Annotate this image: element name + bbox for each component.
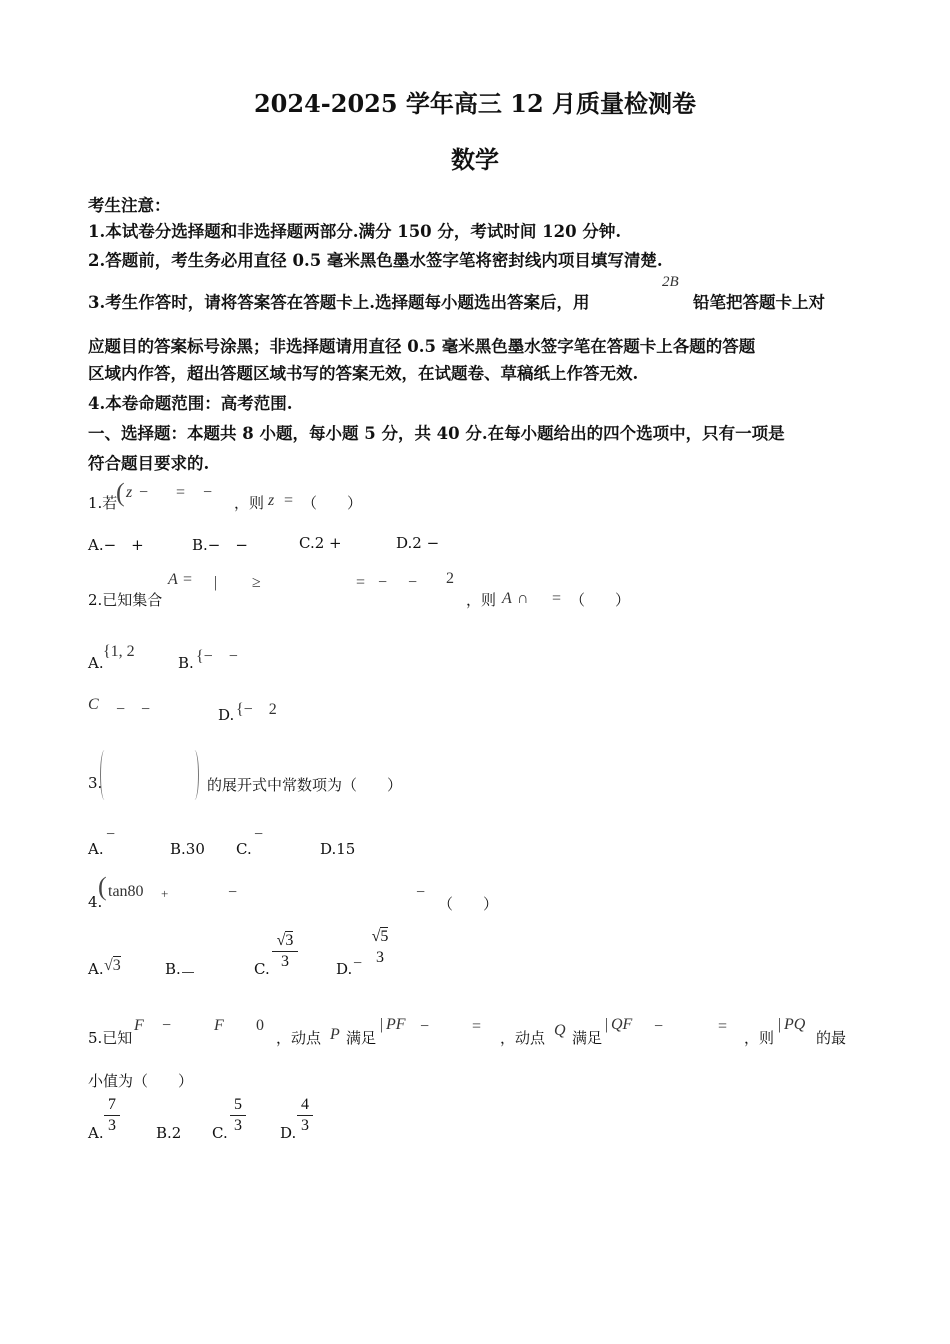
notice-heading: 考生注意： xyxy=(88,196,171,215)
q4-option-d-frac: √5 3 xyxy=(368,928,392,967)
q5-qf: QF xyxy=(611,1016,633,1033)
notice-item-3-cont: 铅笔把答题卡上对 xyxy=(693,293,825,312)
exam-title: 2024-2025 学年高三 12 月质量检测卷 xyxy=(253,89,697,118)
q1-paren: ( xyxy=(116,478,125,507)
q2-option-a: A. xyxy=(88,654,104,672)
q2-bar: | xyxy=(214,574,218,591)
q5-moving-q: ，动点 xyxy=(500,1029,546,1047)
q4-minus-1: − xyxy=(228,884,238,901)
q4-plus: + xyxy=(161,886,169,901)
q2-option-b: B. xyxy=(178,654,194,672)
notice-item-1: 1.本试卷分选择题和非选择题两部分.满分 150 分，考试时间 120 分钟. xyxy=(88,222,622,241)
q5-then: ，则 xyxy=(744,1029,775,1047)
q4-option-d-minus: − xyxy=(353,955,363,972)
q4-option-b-bar xyxy=(182,972,194,973)
q5-zero: 0 xyxy=(256,1017,264,1034)
q4-option-a-sqrt: √3 xyxy=(104,957,121,974)
q5-moving-p: ，动点 xyxy=(276,1029,322,1047)
q4-minus-2: − xyxy=(416,884,426,901)
q4-option-d: D. xyxy=(336,960,353,978)
q1-option-d: D.2 − xyxy=(396,534,440,552)
q1-minus-2: − xyxy=(203,484,213,501)
q5-abs-3: | xyxy=(778,1016,782,1033)
section-line-2: 符合题目要求的. xyxy=(88,454,210,473)
q5-equals-2: = xyxy=(718,1018,728,1035)
notice-item-3: 3.考生作答时，请将答案答在答题卡上.选择题每小题选出答案后，用 xyxy=(88,293,590,312)
q3-prefix: 3. xyxy=(88,774,103,792)
q2-then: ，则 xyxy=(466,591,497,609)
q5-minus-1: − xyxy=(162,1017,172,1034)
q2-equals-3: = xyxy=(552,590,562,607)
q2-minus-1: − xyxy=(378,574,388,591)
q5-option-d: D. xyxy=(280,1124,297,1142)
q5-option-b: B.2 xyxy=(156,1124,182,1142)
q2-cap: ∩ xyxy=(517,590,529,607)
q4-option-a-radicand: 3 xyxy=(112,957,121,974)
q5-option-d-num: 4 xyxy=(301,1096,309,1113)
q4-option-c-num: 3 xyxy=(285,932,294,949)
notice-item-3-line3: 区域内作答，超出答题区域书写的答案无效，在试题卷、草稿纸上作答无效. xyxy=(88,364,639,383)
q1-z: z xyxy=(126,484,133,501)
q3-option-d: D.15 xyxy=(320,840,356,858)
q1-minus: − xyxy=(139,484,149,501)
q5-option-d-frac xyxy=(297,1096,313,1135)
q5-p: P xyxy=(330,1026,340,1043)
q5-option-a-den: 3 xyxy=(108,1117,116,1134)
q1-option-a: A.− + xyxy=(88,536,144,554)
q5-line-2: 小值为（ ） xyxy=(88,1072,194,1090)
q1-z2: z xyxy=(268,492,275,509)
q4-option-c: C. xyxy=(254,960,270,978)
q5-option-a-frac xyxy=(104,1096,120,1135)
q1-option-c: C.2 + xyxy=(299,534,342,552)
q2-minus-2: − xyxy=(408,574,418,591)
q4-option-b: B. xyxy=(165,960,181,978)
q5-pf: PF xyxy=(386,1016,406,1033)
q3-option-a-minus: − xyxy=(106,826,116,843)
q5-f1: F xyxy=(134,1017,144,1034)
q2-two: 2 xyxy=(446,570,454,587)
q2-geq: ≥ xyxy=(252,574,261,591)
q1-option-b: B.− − xyxy=(192,536,248,554)
subject-title: 数学 xyxy=(451,145,499,174)
notice-item-3-line2: 应题目的答案标号涂黑；非选择题请用直径 0.5 毫米黑色墨水签字笔在答题卡上各题的答题 xyxy=(88,337,756,356)
q2-set-a-2: A xyxy=(502,590,512,607)
notice-item-2: 2.答题前，考生务必用直径 0.5 毫米黑色墨水签字笔将密封线内项目填写清楚. xyxy=(88,251,663,270)
notice-item-4: 4.本卷命题范围：高考范围. xyxy=(88,394,293,413)
q4-prefix: 4. xyxy=(88,893,103,911)
q3-option-c: C. xyxy=(236,840,252,858)
q3-left-paren xyxy=(100,750,109,800)
q5-minus-2: − xyxy=(420,1018,430,1035)
q4-paren: ( xyxy=(98,872,107,901)
q2-option-b-set: {− − xyxy=(196,648,238,665)
q5-q: Q xyxy=(554,1022,566,1039)
q3-option-a: A. xyxy=(88,840,104,858)
q5-option-d-den: 3 xyxy=(301,1117,309,1134)
q2-option-c: C xyxy=(88,696,99,713)
q3-text: 的展开式中常数项为（ ） xyxy=(207,776,403,794)
q5-minus-3: − xyxy=(654,1018,664,1035)
q5-abs-2: | xyxy=(605,1016,609,1033)
q5-option-a: A. xyxy=(88,1124,104,1142)
q5-tail: 的最 xyxy=(816,1029,847,1047)
q2-option-c-set: − − xyxy=(116,701,151,718)
q5-f2: F xyxy=(214,1017,224,1034)
q2-prefix: 2.已知集合 xyxy=(88,591,163,609)
q1-answer-paren: （ ） xyxy=(302,494,363,512)
q5-option-c-frac xyxy=(230,1096,246,1135)
q1-prefix: 1.若 xyxy=(88,494,118,512)
q2-set-a: A xyxy=(168,571,178,588)
pencil-2b: 2B xyxy=(662,274,679,290)
q5-satisfies-1: 满足 xyxy=(346,1029,377,1047)
q3-right-paren xyxy=(190,750,199,800)
q5-option-c-num: 5 xyxy=(234,1096,242,1113)
q5-equals-1: = xyxy=(472,1018,482,1035)
q5-prefix: 5.已知 xyxy=(88,1029,133,1047)
q5-option-a-num: 7 xyxy=(108,1096,116,1113)
q5-option-c: C. xyxy=(212,1124,228,1142)
section-line-1: 一、选择题：本题共 8 小题，每小题 5 分，共 40 分.在每小题给出的四个选项中，只有一项是 xyxy=(88,424,785,443)
q4-option-c-frac: √3 3 xyxy=(272,932,298,971)
q5-pq: PQ xyxy=(784,1016,806,1033)
q4-option-a: A. xyxy=(88,960,104,978)
q5-abs-1: | xyxy=(380,1016,384,1033)
q1-equals: = xyxy=(176,484,186,501)
q2-option-a-set: {1, 2 xyxy=(103,643,135,660)
q4-answer-paren: （ ） xyxy=(438,895,499,913)
q2-option-d-set: {− 2 xyxy=(236,701,277,718)
q1-then: ，则 xyxy=(234,494,265,512)
q4-option-d-num: 5 xyxy=(380,928,389,945)
q2-equals: = xyxy=(183,571,193,588)
q3-option-c-minus: − xyxy=(254,826,264,843)
q3-option-b: B.30 xyxy=(170,840,205,858)
q5-satisfies-2: 满足 xyxy=(572,1029,603,1047)
q2-answer-paren: （ ） xyxy=(570,591,631,609)
q4-option-c-den: 3 xyxy=(281,953,289,970)
q4-option-d-den: 3 xyxy=(376,949,384,966)
q5-option-c-den: 3 xyxy=(234,1117,242,1134)
q1-equals-2: = xyxy=(284,492,294,509)
q2-option-d: D. xyxy=(218,706,235,724)
q4-tan: tan80 xyxy=(108,883,144,900)
q2-equals-2: = xyxy=(356,574,366,591)
